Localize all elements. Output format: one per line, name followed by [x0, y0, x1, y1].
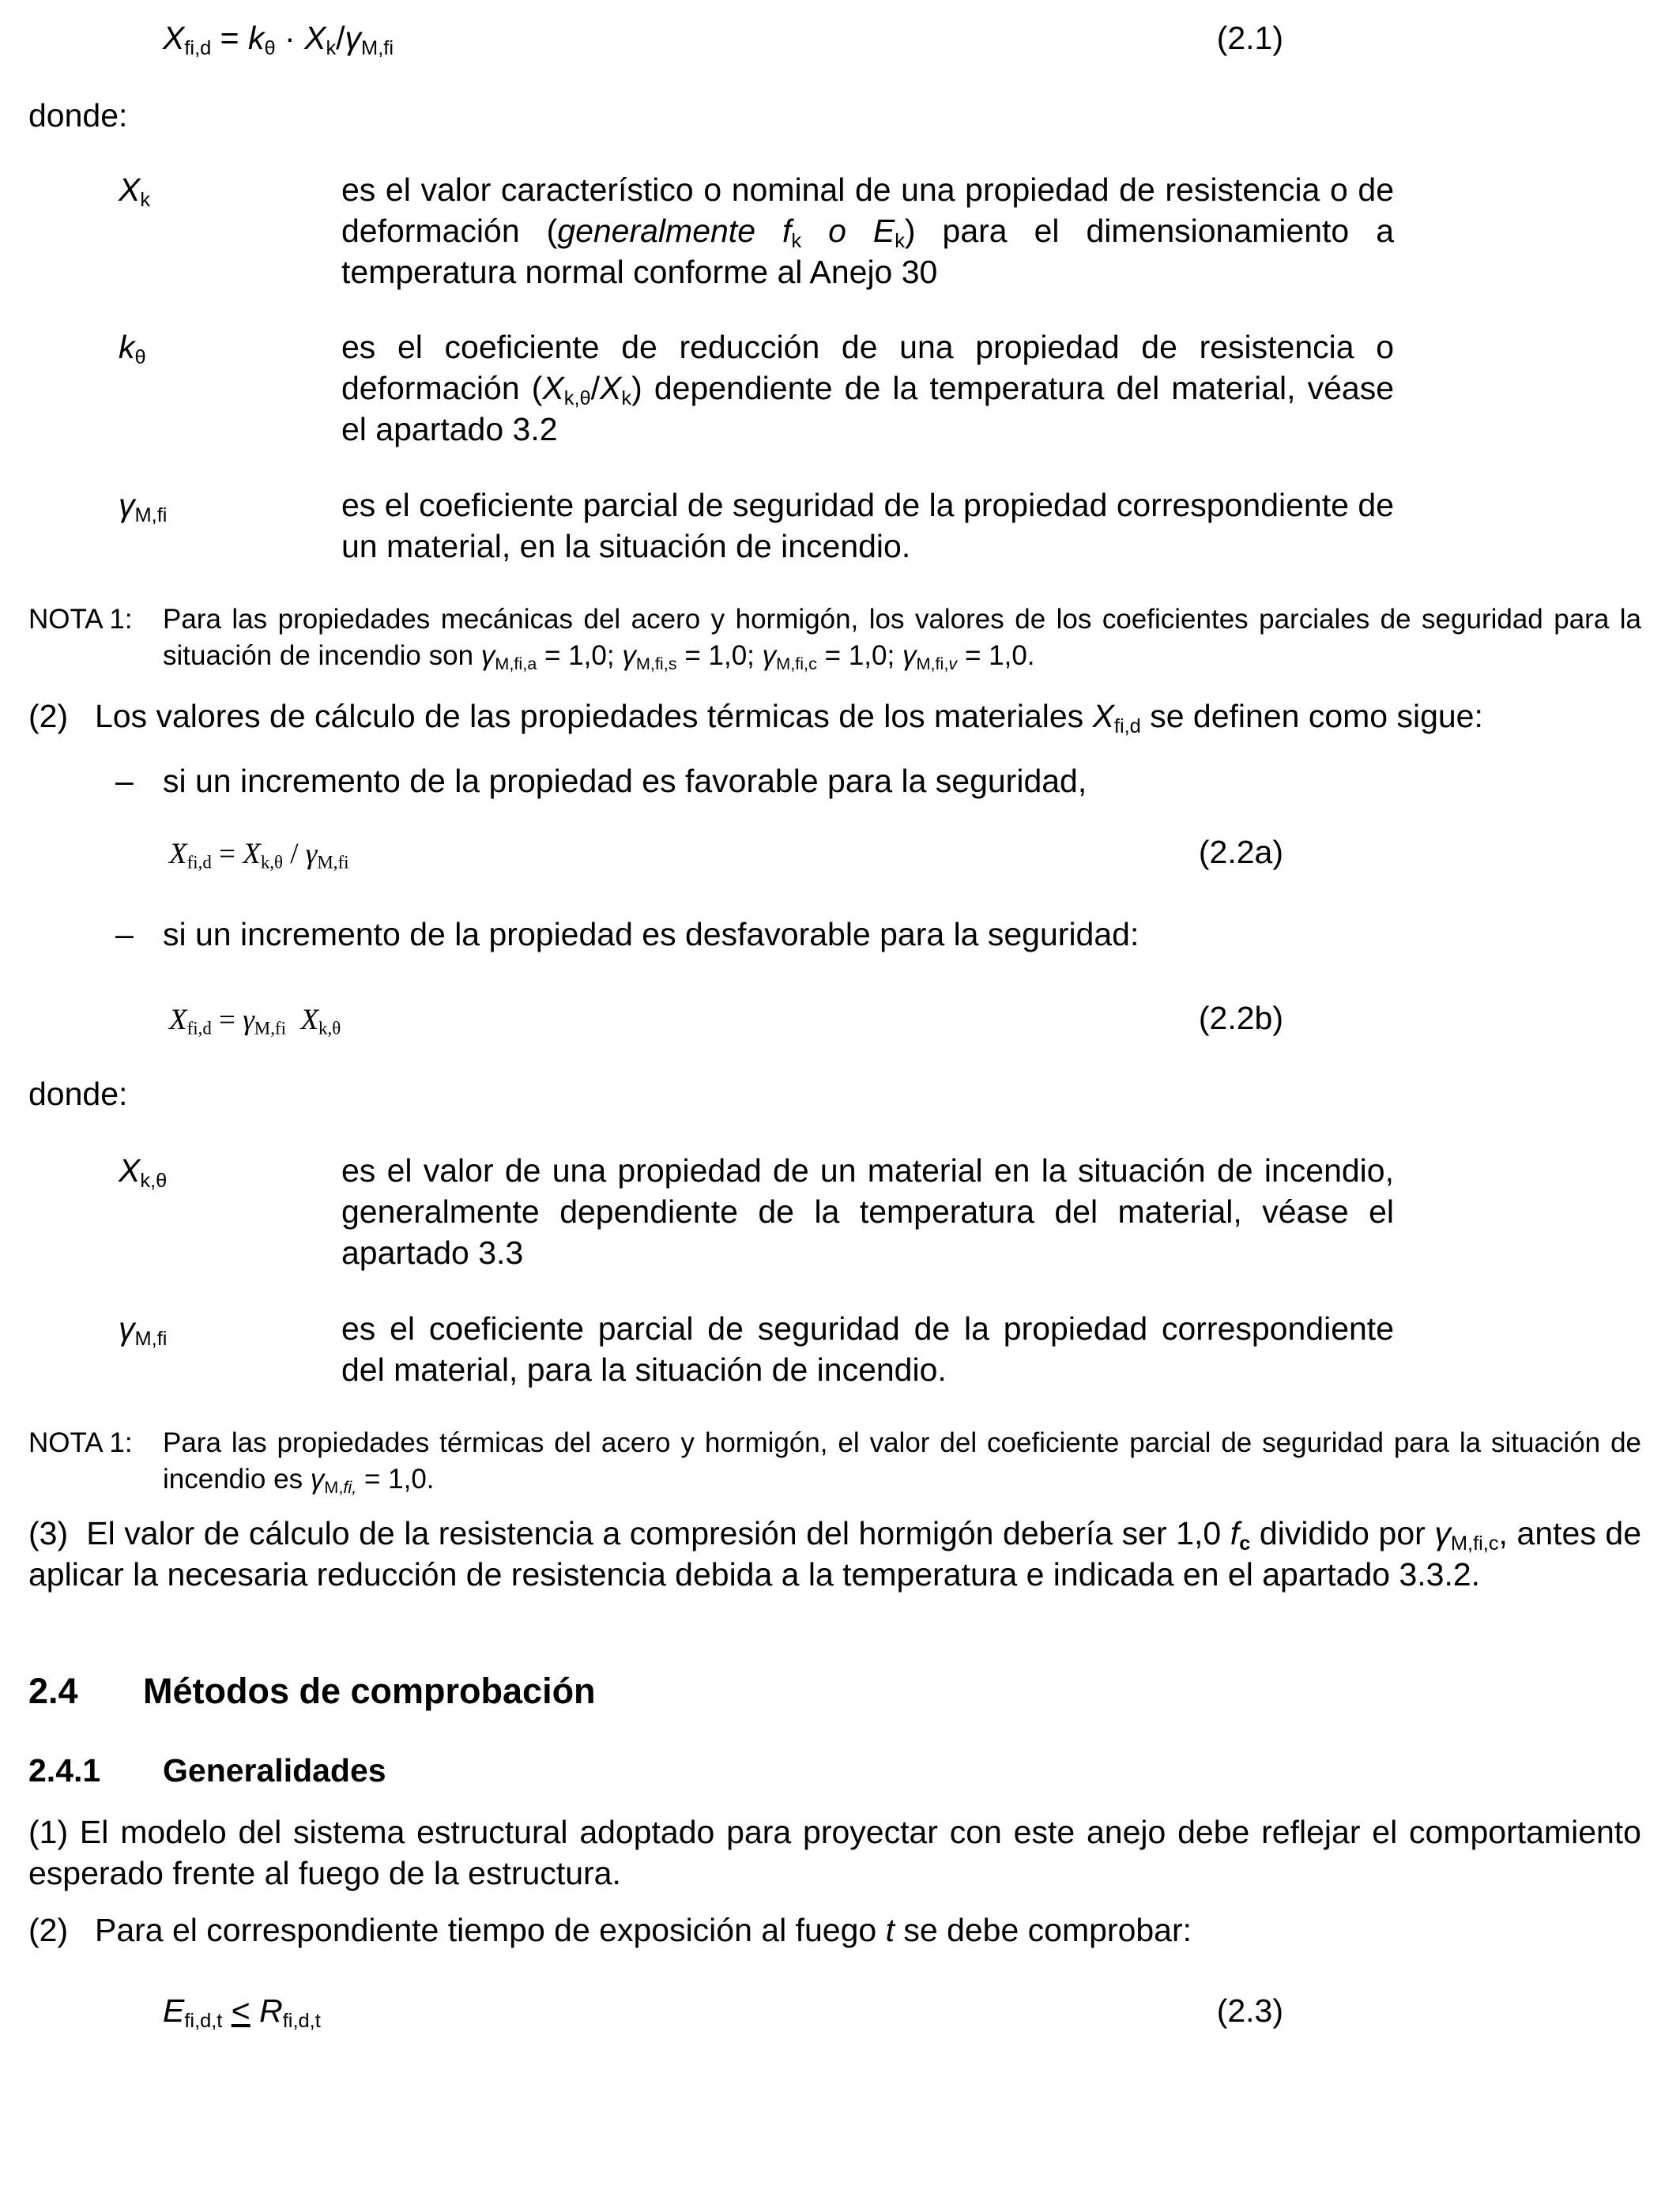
definition-gamma-m-fi-2: es el coeficiente parcial de seguridad de la propiedad correspondiente del material, para la situación de incendio.	[341, 1310, 1394, 1388]
dash-item-favorable	[115, 760, 1087, 801]
definition-gamma-m-fi-1: es el coeficiente parcial de seguridad de la propiedad correspondiente de un material, en la situación de incendio.	[341, 487, 1394, 564]
note-1-label: NOTA 1:	[28, 604, 133, 635]
symbol-gamma-m-fi-1: $\gamma_{M,fi}$	[119, 487, 168, 527]
equation-2-2a: $X_{fi,d} = X_{k,\theta} / \gamma_{M,fi}$	[169, 838, 349, 873]
note-2-label: NOTA 1:	[28, 1427, 133, 1458]
equation-number-2-2a: (2.2a)	[1198, 834, 1283, 870]
dash-item-desfavorable-text: si un incremento de la propiedad es desfavorable para la seguridad:	[163, 916, 1139, 952]
paragraph-2-4-1-1: (1) El modelo del sistema estructural adoptado para proyectar con este anejo debe reflejar el comportamiento esperado frente al fuego de la estructura.	[28, 1814, 1641, 1891]
section-number: 2.4	[28, 1671, 78, 1711]
symbol-xk: $X_k$	[119, 172, 151, 212]
paragraph-3: (3) El valor de cálculo de la resistencia a compresión del hormigón debería ser 1,0 $f_c$ dividido por $\gamma_{M,fi,c}$, antes de aplicar la necesaria reducción de resistencia debida a la temperatura e indicada en el apartado 3.3.2.	[28, 1515, 1641, 1593]
equation-2-1: $X_{fi,d} = k_\theta \cdot X_k/\gamma_{M,fi}$	[163, 20, 394, 60]
note-2	[28, 1425, 1641, 1498]
note-1-text: Para las propiedades mecánicas del acero y hormigón, los valores de los coeficientes parciales de seguridad para la situación de incendio son $\gamma_{M,fi,a} = 1,0$; $\gamma_{M,fi,s} = 1,0$; $\gamma_{M,fi,c} = 1,0$; $\gamma_{M,fi,v} = 1,0$.	[163, 604, 1641, 674]
symbol-xk-theta: $X_{k,\theta}$	[119, 1152, 168, 1193]
donde-label-2: donde:	[28, 1076, 128, 1112]
equation-number-2-1: (2.1)	[1216, 20, 1283, 56]
subsection-title: Generalidades	[163, 1752, 386, 1789]
symbol-gamma-m-fi-2: $\gamma_{M,fi}$	[119, 1310, 168, 1351]
subsection-number: 2.4.1	[28, 1752, 101, 1789]
equation-2-3: $E_{fi,d,t} < R_{fi,d,t}$	[163, 1992, 321, 2033]
definition-k-theta: es el coeficiente de reducción de una propiedad de resistencia o deformación $(X_{k,\theta}/X_k)$ dependiente de la temperatura del material, véase el apartado 3.2	[341, 329, 1394, 447]
equation-number-2-2b: (2.2b)	[1198, 1000, 1283, 1036]
definition-xk-theta: es el valor de una propiedad de un material en la situación de incendio, generalmente dependiente de la temperatura del material, véase el apartado 3.3	[341, 1152, 1394, 1271]
paragraph-2-4-1-2: (2) Para el correspondiente tiempo de exposición al fuego t se debe comprobar:	[28, 1909, 1192, 1951]
note-1	[28, 601, 1641, 674]
section-heading-2-4	[28, 1669, 596, 1713]
equation-2-2b: $X_{fi,d} = \gamma_{M,fi}$ $X_{k,\theta}$	[169, 1004, 341, 1039]
symbol-k-theta: $k_\theta$	[119, 329, 146, 369]
paragraph-2: (2) Los valores de cálculo de las propiedades térmicas de los materiales $X_{fi,d}$ se definen como sigue:	[28, 696, 1483, 737]
dash-item-desfavorable	[115, 914, 1139, 955]
note-2-text: Para las propiedades térmicas del acero y hormigón, el valor del coeficiente parcial de seguridad para la situación de incendio es $\gamma_{M,fi,} = 1,0$.	[163, 1427, 1641, 1498]
equation-number-2-3: (2.3)	[1216, 1992, 1283, 2029]
section-title: Métodos de comprobación	[143, 1671, 596, 1711]
donde-label-1: donde:	[28, 97, 128, 134]
dash-bullet: –	[115, 916, 134, 952]
paragraph-2-4-1-2-number: (2)	[28, 1912, 69, 1948]
section-heading-2-4-1	[28, 1750, 386, 1791]
dash-item-favorable-text: si un incremento de la propiedad es favorable para la seguridad,	[163, 763, 1087, 799]
dash-bullet: –	[115, 763, 134, 799]
paragraph-2-number: (2)	[28, 698, 69, 734]
definition-xk: es el valor característico o nominal de una propiedad de resistencia o de deformación (generalmente $f_k$ o $E_k$) para el dimensionamiento a temperatura normal conforme al Anejo 30	[341, 172, 1394, 290]
